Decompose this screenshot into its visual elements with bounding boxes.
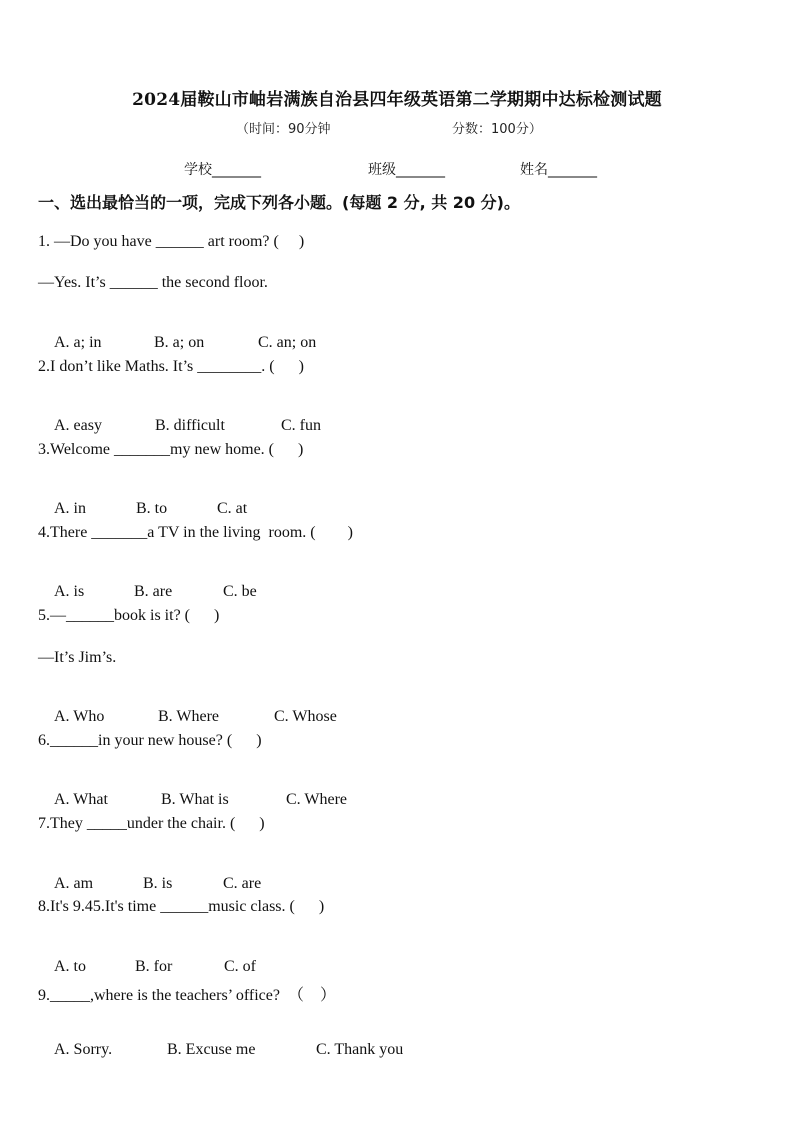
page-title: 2024届鞍山市岫岩满族自治县四年级英语第二学期期中达标检测试题 bbox=[132, 90, 662, 110]
option-c: C. an; on bbox=[258, 334, 317, 351]
option-a: A. Sorry. bbox=[54, 1041, 113, 1058]
question-9-options bbox=[38, 1023, 403, 1077]
section-heading: 一、选出最恰当的一项，完成下列各小题。(每题 2 分, 共 20 分)。 bbox=[38, 193, 520, 212]
option-b: B. Excuse me bbox=[167, 1041, 256, 1058]
option-c: C. Where bbox=[286, 791, 348, 808]
option-a: A. Who bbox=[54, 708, 105, 725]
question-7-line-1: 7.They _____under the chair. ( ) bbox=[38, 815, 265, 832]
name-field: 姓名_______ bbox=[520, 162, 597, 178]
option-a: A. to bbox=[54, 958, 86, 975]
question-2-line-1: 2.I don’t like Maths. It’s ________. ( ) bbox=[38, 358, 304, 375]
exam-score: 分数：100分） bbox=[452, 122, 542, 137]
option-a: A. a; in bbox=[54, 334, 102, 351]
option-b: B. for bbox=[135, 958, 173, 975]
option-a: A. in bbox=[54, 500, 86, 517]
option-c: C. are bbox=[223, 875, 262, 892]
option-b: B. Where bbox=[158, 708, 220, 725]
option-b: B. What is bbox=[161, 791, 229, 808]
option-c: C. Whose bbox=[274, 708, 337, 725]
exam-time: （时间：90分钟 bbox=[236, 122, 331, 137]
option-b: B. to bbox=[136, 500, 168, 517]
question-1-line-2: —Yes. It’s ______ the second floor. bbox=[38, 274, 268, 291]
option-a: A. What bbox=[54, 791, 108, 808]
option-b: B. are bbox=[134, 583, 173, 600]
question-3-line-1: 3.Welcome _______my new home. ( ) bbox=[38, 441, 304, 458]
option-b: B. is bbox=[143, 875, 173, 892]
option-c: C. Thank you bbox=[316, 1041, 404, 1058]
question-5-line-1: 5.—______book is it? ( ) bbox=[38, 607, 220, 624]
option-a: A. am bbox=[54, 875, 94, 892]
option-b: B. a; on bbox=[154, 334, 205, 351]
question-9-line-1: 9._____,where is the teachers’ office? （ ） bbox=[38, 987, 336, 1004]
option-a: A. easy bbox=[54, 417, 102, 434]
option-b: B. difficult bbox=[155, 417, 225, 434]
question-1-line-1: 1. —Do you have ______ art room? ( ) bbox=[38, 233, 305, 250]
question-8-line-1: 8.It's 9.45.It's time ______music class. ( ) bbox=[38, 898, 325, 915]
option-c: C. at bbox=[217, 500, 248, 517]
class-field: 班级_______ bbox=[368, 162, 445, 178]
question-4-line-1: 4.There _______a TV in the living room. ( ) bbox=[38, 524, 353, 541]
option-c: C. be bbox=[223, 583, 257, 600]
option-c: C. fun bbox=[281, 417, 321, 434]
school-field: 学校_______ bbox=[184, 162, 261, 178]
option-a: A. is bbox=[54, 583, 85, 600]
question-6-line-1: 6.______in your new house? ( ) bbox=[38, 732, 262, 749]
question-5-line-2: —It’s Jim’s. bbox=[38, 649, 117, 666]
option-c: C. of bbox=[224, 958, 256, 975]
